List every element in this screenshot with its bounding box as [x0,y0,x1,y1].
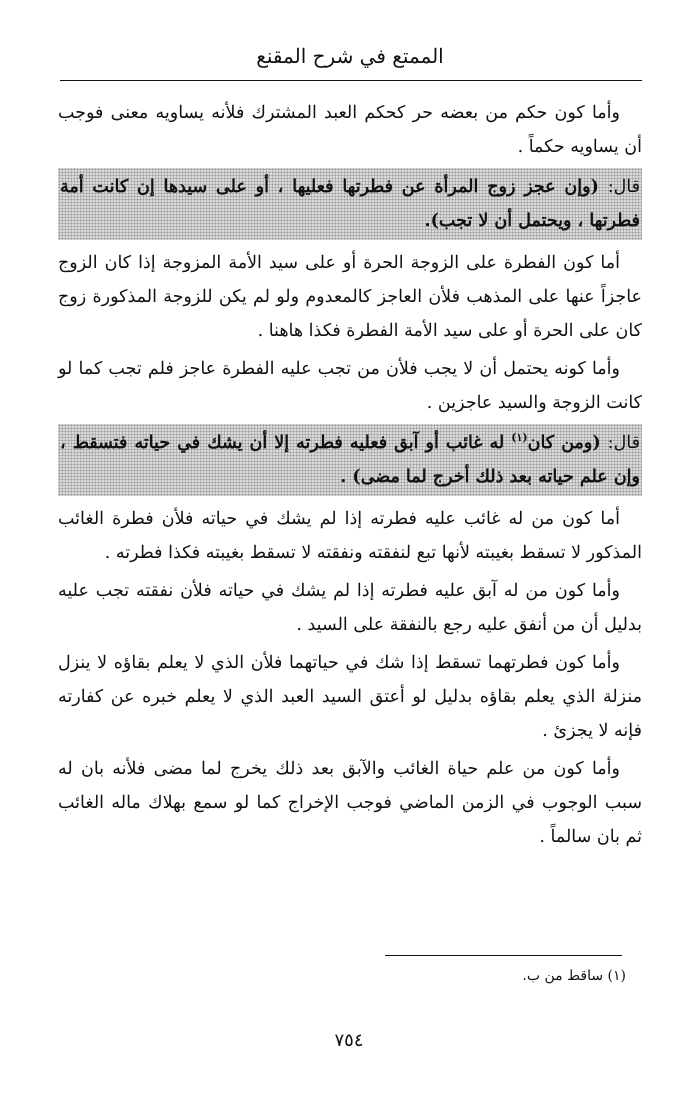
paragraph-8: وأما كون فطرتهما تسقط إذا شك في حياتهما فلأن الذي لا يعلم بقاؤه لا ينزل منزلة الذي يعلم بقاؤه بدليل لو أعتق السيد العبد الذي لا يعلم خبره عن كفارته فإنه لا يجزئ . [58,653,642,741]
footnote: (١) ساقط من ب. [522,968,626,984]
footnote-rule [385,955,622,956]
page-number: ٧٥٤ [334,1030,364,1051]
header-rule [60,80,642,81]
paragraph-3: أما كون الفطرة على الزوجة الحرة أو على سيد الأمة المزوجة إذا كان الزوج عاجزاً عنها على المذهب فلأن العاجز كالمعدوم ولو لم يكن للزوجة المذكورة زوج كان على الحرة أو على سيد الأمة الفطرة فكذا هاهنا . [58,253,642,341]
paragraph-9: وأما كون من علم حياة الغائب والآبق بعد ذلك يخرج لما مضى فلأنه بان له سبب الوجوب في الزمن الماضي فوجب الإخراج كما لو سمع بهلاك ماله الغائب ثم بان سالماً . [58,759,642,847]
main-text [58,96,642,858]
paragraph-1: وأما كون حكم من بعضه حر كحكم العبد المشترك فلأنه يساويه معنى فوجب أن يساويه حكماً . [58,103,642,157]
quoted-matn-2 [58,424,642,496]
running-header-title: الممتع في شرح المقنع [256,44,444,68]
quote-text: (وإن عجز زوج المرأة عن فطرتها فعليها ، أو على سيدها إن كانت أمة فطرتها ، ويحتمل أن لا تجب). [60,177,640,231]
quote-lead: قال: [607,433,640,453]
quote-text: له غائب أو آبق فعليه فطرته إلا أن يشك في حياته فتسقط ، وإن علم حياته بعد ذلك أخرج لما مضى) . [60,433,640,487]
paragraph-4: وأما كونه يحتمل أن لا يجب فلأن من تجب عليه الفطرة عاجز فلم تجب كما لو كانت الزوجة والسيد عاجزين . [58,359,642,413]
paragraph-6: أما كون من له غائب عليه فطرته إذا لم يشك في حياته فلأن فطرة الغائب المذكور لا تسقط بغيبته لأنها تبع لنفقته ونفقته لا تسقط بغيبته فكذا فطرته . [58,509,642,563]
footnote-reference: (١) [511,431,528,445]
quote-lead: قال: [607,177,640,197]
quoted-matn-1 [58,168,642,240]
paragraph-7: وأما كون من له آبق عليه فطرته إذا لم يشك في حياته فلأن نفقته تجب عليه بدليل أن من أنفق عليه رجع بالنفقة على السيد . [58,581,642,635]
quote-text-start: (ومن كان [527,433,608,453]
